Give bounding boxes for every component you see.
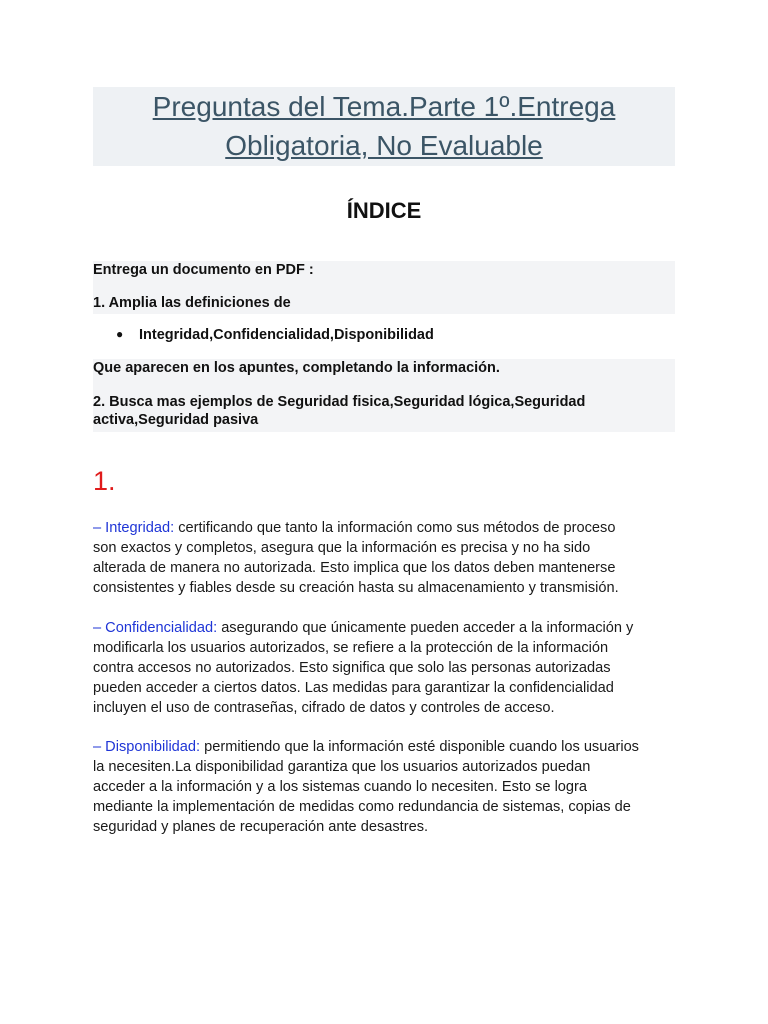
definition-confidencialidad <box>93 618 678 718</box>
index-heading: ÍNDICE <box>346 198 422 223</box>
definition-line: incluyen el uso de contraseñas, cifrado de datos y controles de acceso. <box>93 700 555 716</box>
definition-term: – Disponibilidad: <box>93 739 201 755</box>
definition-line: seguridad y planes de recuperación ante desastres. <box>93 819 429 835</box>
title-link-line2[interactable]: Obligatoria, No Evaluable <box>225 130 543 161</box>
definition-line <box>93 618 678 638</box>
definition-line: consistentes y fiables desde su creación hasta su almacenamiento y transmisión. <box>93 580 619 596</box>
bullet-icon: ● <box>116 327 124 341</box>
definition-line: la necesiten.La disponibilidad garantiza que los usuarios autorizados puedan <box>93 759 591 775</box>
instruction-item-2-line2: activa,Seguridad pasiva <box>93 412 259 428</box>
instruction-follow: Que aparecen en los apuntes, completando la información. <box>93 360 500 376</box>
definition-line: pueden acceder a ciertos datos. Las medidas para garantizar la confidencialidad <box>93 680 614 696</box>
definition-term: – Integridad: <box>93 520 175 536</box>
definition-integridad <box>93 518 678 598</box>
definition-line <box>93 737 678 757</box>
definition-text: permitiendo que la información esté disponible cuando los usuarios <box>200 739 639 755</box>
instruction-intro: Entrega un documento en PDF : <box>93 262 314 278</box>
definition-text: asegurando que únicamente pueden acceder a la información y <box>217 620 634 636</box>
instruction-item-2-line1: 2. Busca mas ejemplos de Seguridad fisica,Seguridad lógica,Seguridad <box>93 394 586 410</box>
definition-line: contra accesos no autorizados. Esto significa que solo las personas autorizadas <box>93 660 611 676</box>
definition-line <box>93 518 678 538</box>
instruction-bullet-text: Integridad,Confidencialidad,Disponibilidad <box>139 327 434 343</box>
definition-line: modificarla los usuarios autorizados, se refiere a la protección de la información <box>93 640 609 656</box>
definition-line: alterada de manera no autorizada. Esto implica que los datos deben mantenerse <box>93 560 616 576</box>
definition-term: – Confidencialidad: <box>93 620 218 636</box>
definition-line: son exactos y completos, asegura que la información es precisa y no ha sido <box>93 540 591 556</box>
title-banner <box>93 87 675 166</box>
instruction-item-1: 1. Amplia las definiciones de <box>93 295 291 311</box>
section-number: 1. <box>93 466 116 496</box>
title-link-line1[interactable]: Preguntas del Tema.Parte 1º.Entrega <box>152 91 616 122</box>
definition-line: mediante la implementación de medidas como redundancia de sistemas, copias de <box>93 799 631 815</box>
definition-disponibilidad <box>93 737 678 837</box>
definition-line: acceder a la información y a los sistemas cuando lo necesiten. Esto se logra <box>93 779 588 795</box>
definition-text: certificando que tanto la información como sus métodos de proceso <box>174 520 616 536</box>
